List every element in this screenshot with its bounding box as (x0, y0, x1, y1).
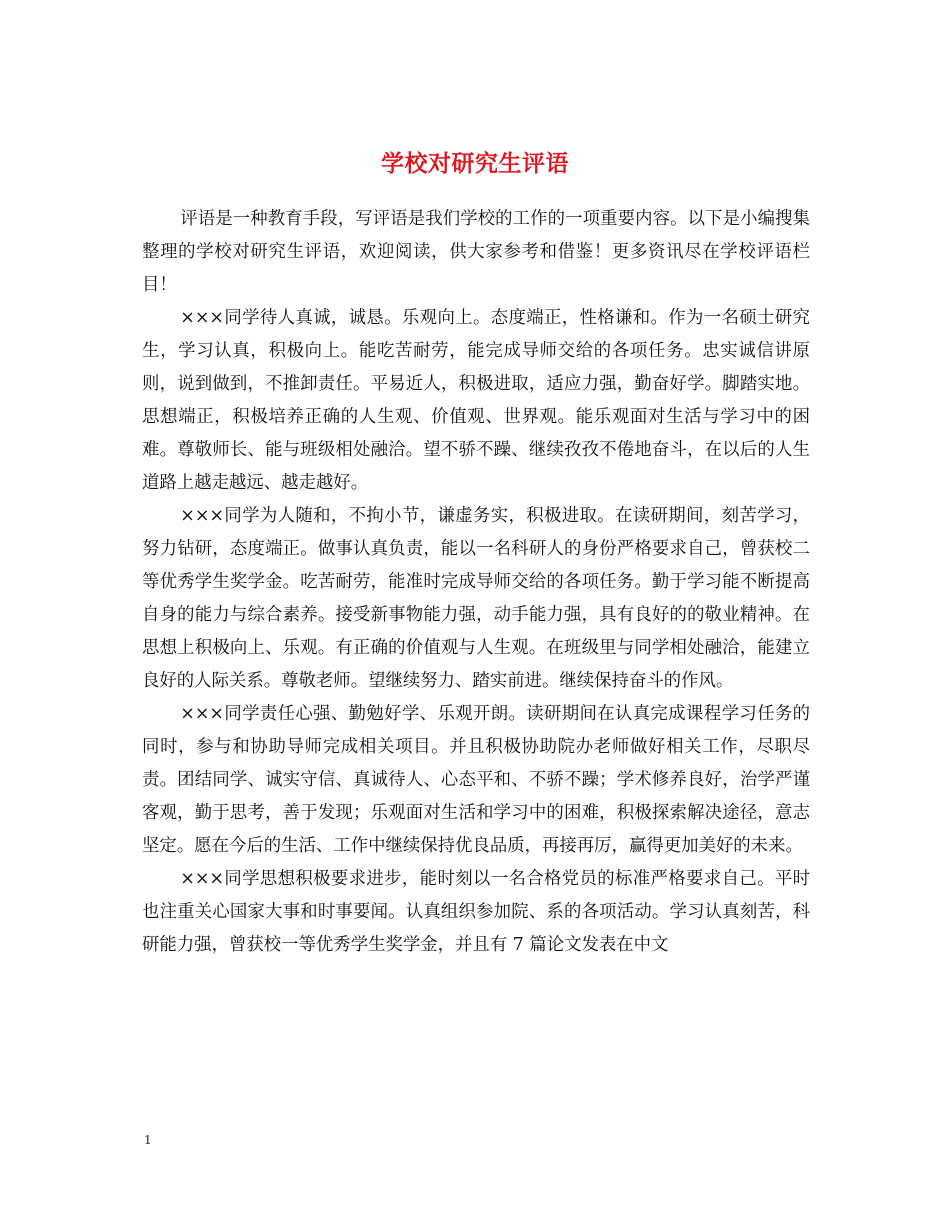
page-number: 1 (144, 1133, 152, 1147)
document-body (142, 203, 810, 962)
paragraph-comment-2: ×××同学为人随和，不拘小节，谦虚务实，积极进取。在读研期间，刻苦学习，努力钻研，态度端正。做事认真负责，能以一名科研人的身份严格要求自己，曾获校二等优秀学生奖学金。吃苦耐劳，能准时完成导师交给的各项任务。勤于学习能不断提高自身的能力与综合素养。接受新事物能力强，动手能力强，具有良好的的敬业精神。在思想上积极向上、乐观。有正确的价值观与人生观。在班级里与同学相处融洽，能建立良好的人际关系。尊敬老师。望继续努力、踏实前进。继续保持奋斗的作风。 (142, 506, 810, 691)
paragraph-intro: 评语是一种教育手段，写评语是我们学校的工作的一项重要内容。以下是小编搜集整理的学校对研究生评语，欢迎阅读，供大家参考和借鉴！更多资讯尽在学校评语栏目！ (142, 209, 810, 295)
document-title: 学校对研究生评语 (381, 150, 569, 178)
paragraph-comment-1: ×××同学待人真诚，诚恳。乐观向上。态度端正，性格谦和。作为一名硕士研究生，学习认真，积极向上。能吃苦耐劳，能完成导师交给的各项任务。忠实诚信讲原则，说到做到，不推卸责任。平易近人，积极进取，适应力强，勤奋好学。脚踏实地。思想端正，积极培养正确的人生观、价值观、世界观。能乐观面对生活与学习中的困难。尊敬师长、能与班级相处融洽。望不骄不躁、继续孜孜不倦地奋斗，在以后的人生道路上越走越远、越走越好。 (142, 308, 810, 493)
paragraph-comment-4: ×××同学思想积极要求进步，能时刻以一名合格党员的标准严格要求自己。平时也注重关心国家大事和时事要闻。认真组织参加院、系的各项活动。学习认真刻苦，科研能力强，曾获校一等优秀学生奖学金，并且有 7 篇论文发表在中文 (142, 869, 810, 955)
paragraph-comment-3: ×××同学责任心强、勤勉好学、乐观开朗。读研期间在认真完成课程学习任务的同时，参与和协助导师完成相关项目。并且积极协助院办老师做好相关工作，尽职尽责。团结同学、诚实守信、真诚待人、心态平和、不骄不躁；学术修养良好，治学严谨客观，勤于思考，善于发现；乐观面对生活和学习中的困难，积极探索解决途径，意志坚定。愿在今后的生活、工作中继续保持优良品质，再接再厉，赢得更加美好的未来。 (142, 704, 810, 856)
